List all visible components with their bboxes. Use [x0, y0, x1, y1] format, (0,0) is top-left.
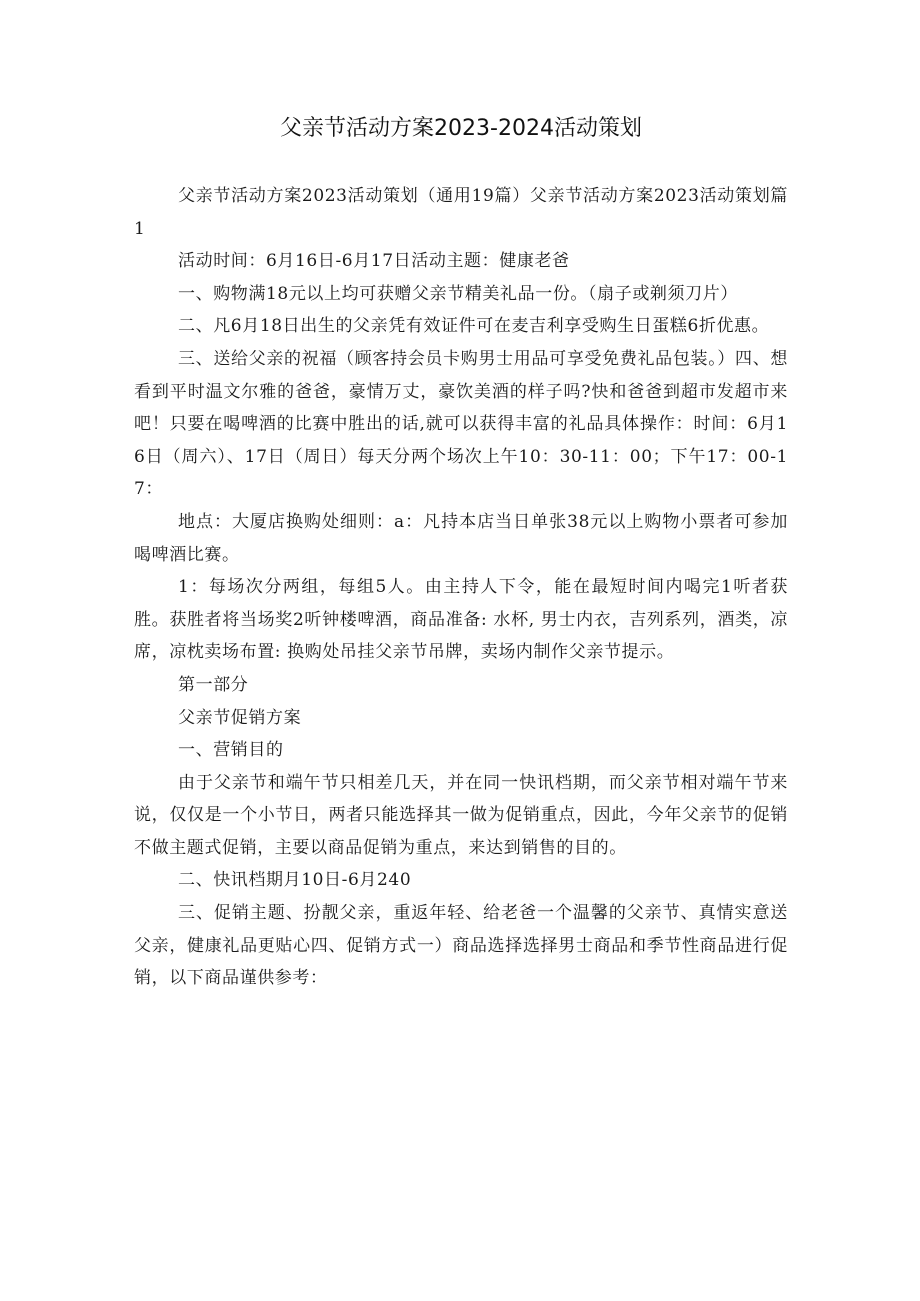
- paragraph: 1：每场次分两组，每组5人。由主持人下令，能在最短时间内喝完1听者获胜。获胜者将当场奖2听钟楼啤酒，商品准备: 水杯, 男士内衣，吉列系列，酒类，凉席，凉枕卖场布置: 换购处吊挂父亲节吊牌，卖场内制作父亲节提示。: [134, 577, 788, 663]
- paragraph: 活动时间：6月16日-6月17日活动主题：健康老爸: [178, 251, 570, 272]
- document-title: 父亲节活动方案2023-2024活动策划: [280, 116, 642, 141]
- paragraph: 父亲节活动方案2023活动策划（通用19篇）父亲节活动方案2023活动策划篇1: [134, 186, 788, 239]
- paragraph: 二、快讯档期月10日-6月240: [178, 870, 412, 891]
- paragraph: 三、送给父亲的祝福（顾客持会员卡购男士用品可享受免费礼品包装。）四、想看到平时温文尔雅的爸爸，豪情万丈，豪饮美酒的样子吗?快和爸爸到超市发超市来吧！只要在喝啤酒的比赛中胜出的话,就可以获得丰富的礼品具体操作：时间：6月16日（周六）、17日（周日）每天分两个场次上午10：30-11：00；下午17：00-17：: [134, 348, 788, 500]
- document-body: [134, 180, 788, 995]
- paragraph: 一、购物满18元以上均可获赠父亲节精美礼品一份。（扇子或剃须刀片）: [178, 283, 738, 304]
- paragraph: 地点：大厦店换购处细则：a：凡持本店当日单张38元以上购物小票者可参加喝啤酒比赛。: [134, 511, 788, 565]
- paragraph: 由于父亲节和端午节只相差几天，并在同一快讯档期，而父亲节相对端午节来说，仅仅是一个小节日，两者只能选择其一做为促销重点，因此，今年父亲节的促销不做主题式促销，主要以商品促销为重点，来达到销售的目的。: [134, 772, 788, 858]
- paragraph: 二、凡6月18日出生的父亲凭有效证件可在麦吉利享受购生日蛋糕6折优惠。: [178, 316, 770, 337]
- section-heading: 一、营销目的: [178, 740, 284, 761]
- paragraph: 三、促销主题、扮靓父亲，重返年轻、给老爸一个温馨的父亲节、真情实意送父亲，健康礼品更贴心四、促销方式一）商品选择选择男士商品和季节性商品进行促销，以下商品谨供参考：: [134, 903, 788, 989]
- section-heading: 第一部分: [178, 674, 249, 695]
- section-heading: 父亲节促销方案: [178, 707, 302, 728]
